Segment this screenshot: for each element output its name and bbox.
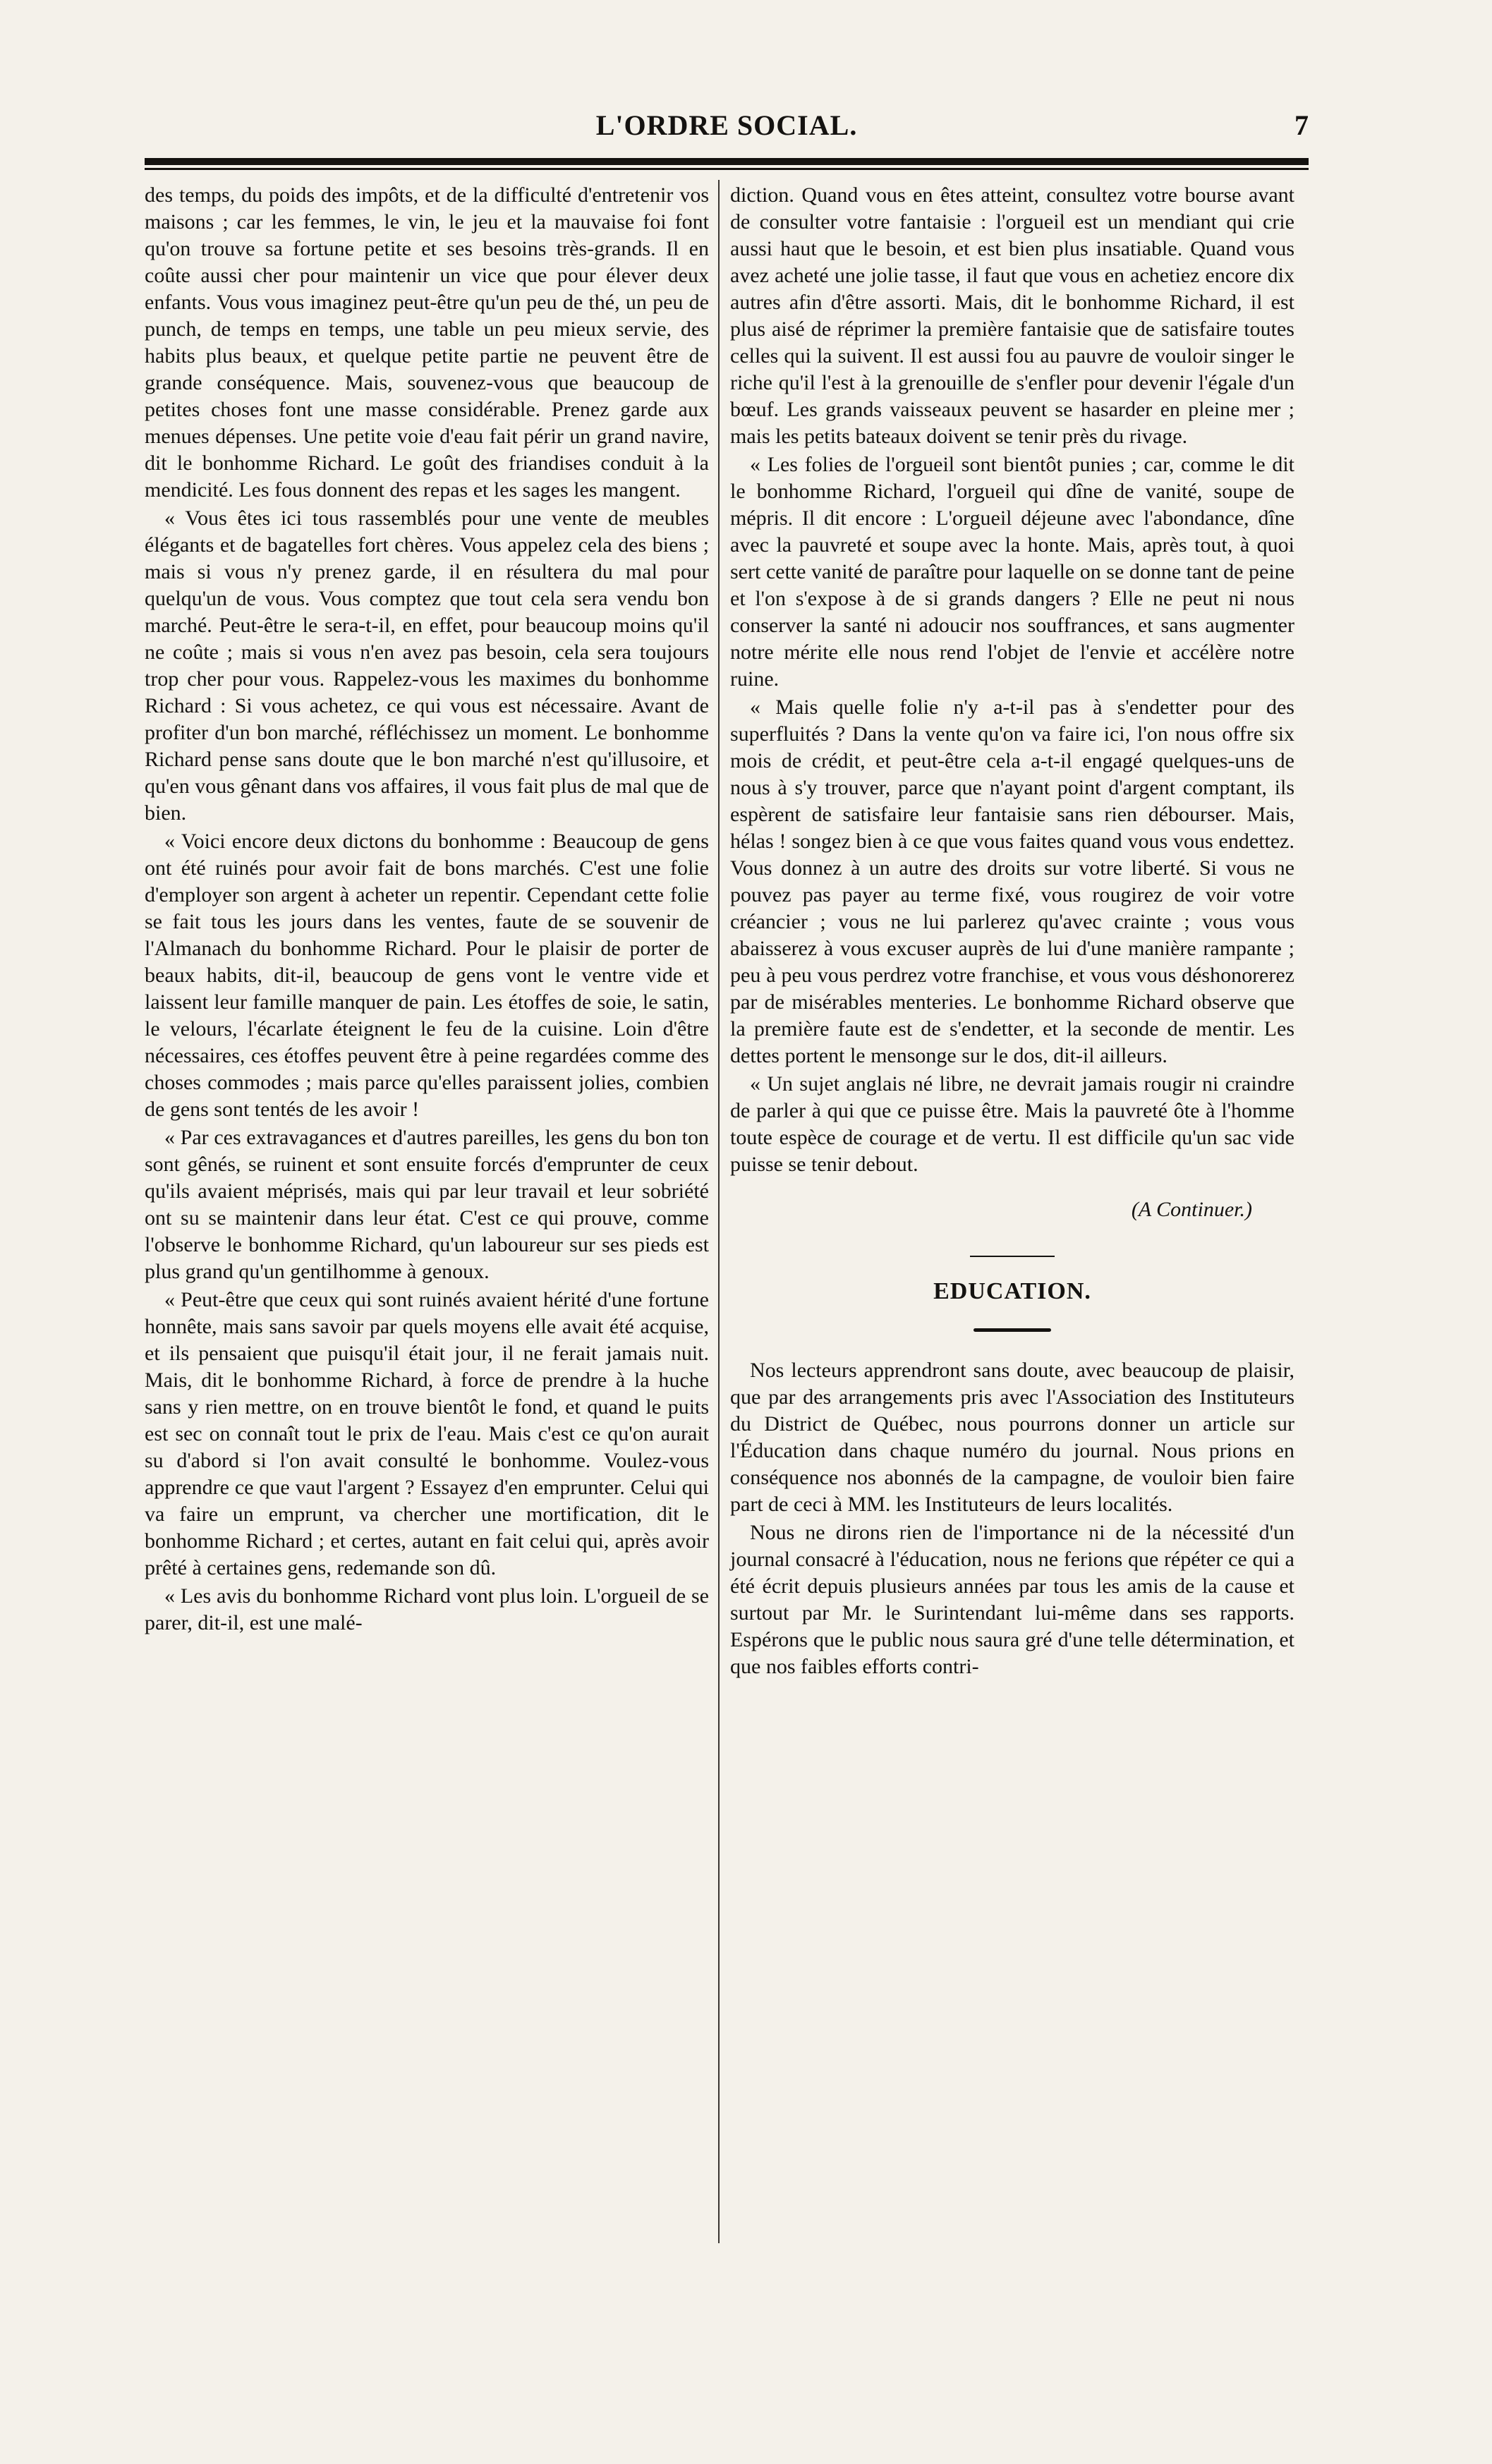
header-rule-thick: [145, 158, 1309, 165]
left-paragraph: « Voici encore deux dictons du bonhomme : Beaucoup de gens ont été ruinés pour avoir fait de bons marchés. C'est une folie d'employer son argent à acheter un repentir. Cependant cette folie se fait tous les jours dans les ventes, faute de se souvenir de l'Almanach du bonhomme Richard. Pour le plaisir de porter de beaux habits, dit-il, beaucoup de gens vont le ventre vide et laissent leur famille manquer de pain. Les étoffes de soie, le satin, le velours, l'écarlate éteignent le feu de la cuisine. Loin d'être nécessaires, ces étoffes peuvent être à peine regardées comme des choses commodes ; mais parce qu'elles paraissent jolies, combien de gens sont tentés de les avoir !: [145, 830, 709, 1121]
right-column: [730, 182, 1294, 1682]
education-paragraph: Nous ne dirons rien de l'importance ni de la nécessité d'un journal consacré à l'éducation, nous ne ferions que répéter ce qui a été écrit depuis plusieurs années par tous les amis de la cause et surtout par Mr. le Surintendant lui-même dans ses rapports. Espérons que le public nous saura gré d'une telle détermination, et que nos faibles efforts contri-: [730, 1521, 1294, 1678]
page-number: 7: [1294, 109, 1309, 141]
left-paragraph: « Peut-être que ceux qui sont ruinés avaient hérité d'une fortune honnête, mais sans savoir par quels moyens elle avait été acquise, et ils pensaient que puisqu'il était jour, il ne ferait jamais nuit. Mais, dit le bonhomme Richard, à force de prendre à la huche sans y rien mettre, on en trouve bientôt le fond, et quand le puits est sec on connaît tout le prix de l'eau. Mais c'est ce qu'on aurait su d'abord si l'on avait consulté le bonhomme. Voulez-vous apprendre ce que vaut l'argent ? Essayez d'en emprunter. Celui qui va faire un emprunt, va chercher une mortification, dit le bonhomme Richard ; et certes, autant en fait celui qui, après avoir prêté à certaines gens, redemande son dû.: [145, 1288, 709, 1579]
running-title: L'ORDRE SOCIAL.: [595, 109, 858, 141]
right-paragraph: diction. Quand vous en êtes atteint, consultez votre bourse avant de consulter votre fantaisie : l'orgueil est un mendiant qui crie aussi haut que le besoin, et est bien plus insatiable. Quand vous avez acheté une jolie tasse, il faut que vous en achetiez encore dix autres afin d'être assorti. Mais, dit le bonhomme Richard, il est plus aisé de réprimer la première fantaisie que de satisfaire toutes celles qui la suivent. Il est aussi fou au pauvre de vouloir singer le riche qu'il l'est à la grenouille de s'enfler pour devenir l'égale d'un bœuf. Les grands vaisseaux peuvent se hasarder en pleine mer ; mais les petits bateaux doivent se tenir près du rivage.: [730, 183, 1294, 448]
left-paragraph: « Les avis du bonhomme Richard vont plus loin. L'orgueil de se parer, dit-il, est une malé-: [145, 1584, 709, 1634]
left-column: [145, 182, 709, 1638]
left-paragraph: « Vous êtes ici tous rassemblés pour une vente de meubles élégants et de bagatelles fort chères. Vous appelez cela des biens ; mais si vous n'y prenez garde, il en résultera du mal pour quelqu'un de vous. Vous comptez que tout cela sera vendu bon marché. Peut-être le sera-t-il, en effet, pour beaucoup moins qu'il ne coûte ; mais si vous n'en avez pas besoin, cela sera toujours trop cher pour vous. Rappelez-vous les maximes du bonhomme Richard : Si vous achetez, ce qui vous est nécessaire. Avant de profiter d'un bon marché, réfléchissez un moment. Le bonhomme Richard pense sans doute que le bon marché n'est qu'illusoire, et qu'en vous gênant dans vos affaires, il vous fait plus de mal que de bien.: [145, 506, 709, 825]
left-paragraph: « Par ces extravagances et d'autres pareilles, les gens du bon ton sont gênés, se ruinent et sont ensuite forcés d'emprunter de ceux qu'ils avaient méprisés, mais qui par leur travail et leur sobriété ont su se maintenir dans leur état. C'est ce qui prouve, comme l'observe le bonhomme Richard, qu'un laboureur sur ses pieds est plus grand qu'un gentilhomme à genoux.: [145, 1126, 709, 1283]
page-header: [145, 106, 1309, 155]
right-paragraph: « Mais quelle folie n'y a-t-il pas à s'endetter pour des superfluités ? Dans la vente qu'on va faire ici, l'on nous offre six mois de crédit, et peut-être cela a-t-il engagé quelques-uns de nous à s'y trouver, parce que n'ayant point d'argent comptant, ils espèrent de satisfaire leur fantaisie sans rien débourser. Mais, hélas ! songez bien à ce que vous faites quand vous vous endettez. Vous donnez à un autre des droits sur votre liberté. Si vous ne pouvez pas payer au terme fixé, vous rougirez de voir votre créancier ; vous ne lui parlerez qu'avec crainte ; vous vous abaisserez à vous excuser auprès de lui d'une manière rampante ; peu à peu vous perdrez votre franchise, et vous vous déshonorerez par de misérables menteries. Le bonhomme Richard observe que la première faute est de s'endetter, et la seconde de mentir. Les dettes portent le mensonge sur le dos, dit-il ailleurs.: [730, 696, 1294, 1067]
column-divider: [718, 180, 720, 2243]
section-title: EDUCATION.: [933, 1278, 1091, 1304]
header-rule-thin: [145, 168, 1309, 170]
section-separator-rule: [970, 1256, 1055, 1257]
right-paragraph: « Un sujet anglais né libre, ne devrait jamais rougir ni craindre de parler à qui que ce puisse être. Mais la pauvreté ôte à l'homme toute espèce de courage et de vertu. Il est difficile qu'un sac vide puisse se tenir debout.: [730, 1072, 1294, 1176]
right-paragraph: « Les folies de l'orgueil sont bientôt punies ; car, comme le dit le bonhomme Richard, l'orgueil qui dîne de vanité, soupe de mépris. Il dit encore : L'orgueil déjeune avec l'abondance, dîne avec la pauvreté et soupe avec la honte. Mais, après tout, à quoi sert cette vanité de paraître pour laquelle on se donne tant de peine et l'on s'expose à de si grands dangers ? Elle ne peut ni nous conserver la santé ni adoucir nos souffrances, et sans augmenter notre mérite elle nous rend l'objet de l'envie et accélère notre ruine.: [730, 453, 1294, 691]
left-paragraph: des temps, du poids des impôts, et de la difficulté d'entretenir vos maisons ; car les femmes, le vin, le jeu et la mauvaise foi font qu'on trouve sa fortune petite et ses besoins très-grands. Il en coûte aussi cher pour maintenir un vice que pour élever deux enfants. Vous vous imaginez peut-être qu'un peu de thé, un peu de punch, de temps en temps, une table un peu mieux servie, des habits plus beaux, et quelque petite partie ne peuvent être de grande conséquence. Mais, souvenez-vous que beaucoup de petites choses font une masse considérable. Prenez garde aux menues dépenses. Une petite voie d'eau fait périr un grand navire, dit le bonhomme Richard. Le goût des friandises conduit à la mendicité. Les fous donnent des repas et les sages les mangent.: [145, 183, 709, 502]
ornament-rule: [730, 1315, 1294, 1325]
education-paragraph: Nos lecteurs apprendront sans doute, avec beaucoup de plaisir, que par des arrangements pris avec l'Association des Instituteurs du District de Québec, nous pourrons donner un article sur l'Éducation dans chaque numéro du journal. Nous prions en conséquence nos abonnés de la campagne, de vouloir bien faire part de ceci à MM. les Instituteurs de leurs localités.: [730, 1359, 1294, 1516]
continued-note: (A Continuer.): [1131, 1198, 1252, 1221]
